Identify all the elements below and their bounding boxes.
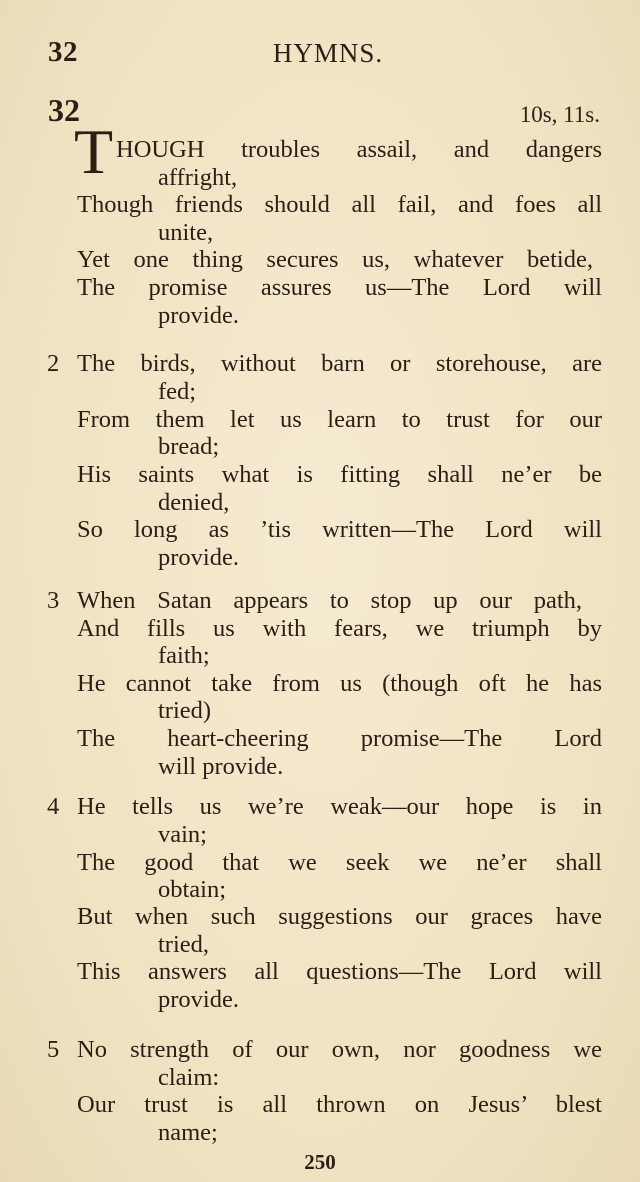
- stanza-4-line-6: tried,: [158, 931, 210, 958]
- stanza-3-line-7: will provide.: [158, 753, 284, 780]
- stanza-2-line-7: So long as ’tis written—The Lord will: [77, 516, 602, 543]
- stanza-4-line-8: provide.: [158, 986, 239, 1013]
- stanza-3-line-6: The heart-cheering promise—The Lord: [77, 725, 602, 752]
- header-title: HYMNS.: [272, 38, 384, 68]
- stanza-4-number: 4: [47, 793, 60, 820]
- stanza-2-line-8: provide.: [158, 544, 239, 571]
- stanza-4-line-5: But when such suggestions our graces have: [77, 903, 602, 930]
- stanza-3-line-4: He cannot take from us (though oft he has: [77, 670, 602, 697]
- stanza-1-line-2: affright,: [158, 164, 238, 191]
- stanza-5-line-4: name;: [158, 1119, 218, 1146]
- stanza-4-line-4: obtain;: [158, 876, 227, 903]
- stanza-5-number: 5: [47, 1036, 60, 1063]
- stanza-5-line-2: claim:: [158, 1064, 220, 1091]
- hymn-meter: 10s, 11s.: [519, 102, 600, 127]
- stanza-1-line-4: unite,: [158, 219, 214, 246]
- header-page-number: 32: [48, 36, 78, 68]
- stanza-1-line-3: Though friends should all fail, and foes all: [77, 191, 602, 218]
- stanza-5-line-1: No strength of our own, nor goodness we: [77, 1036, 602, 1063]
- stanza-2-line-4: bread;: [158, 433, 220, 460]
- stanza-2-line-3: From them let us learn to trust for our: [77, 406, 602, 433]
- stanza-2-number: 2: [47, 350, 60, 377]
- stanza-4-line-7: This answers all questions—The Lord will: [77, 958, 602, 985]
- stanza-4-line-2: vain;: [158, 821, 207, 848]
- stanza-3-line-2: And fills us with fears, we triumph by: [77, 615, 602, 642]
- stanza-3-line-3: faith;: [158, 642, 210, 669]
- stanza-3-line-1: When Satan appears to stop up our path,: [77, 587, 582, 614]
- stanza-2-line-2: fed;: [158, 378, 197, 405]
- stanza-1-line-5: Yet one thing secures us, whatever betide,: [77, 246, 593, 273]
- stanza-2-line-6: denied,: [158, 489, 230, 516]
- stanza-4-line-3: The good that we seek we ne’er shall: [77, 849, 602, 876]
- stanza-1-line-7: provide.: [158, 302, 239, 329]
- footer-page-number: 250: [304, 1150, 336, 1174]
- stanza-1-line-1: HOUGH troubles assail, and dangers: [116, 136, 602, 163]
- stanza-4-line-1: He tells us we’re weak—our hope is in: [77, 793, 602, 820]
- stanza-1-line-6: The promise assures us—The Lord will: [77, 274, 602, 301]
- drop-cap-letter: T: [74, 116, 114, 187]
- stanza-5-line-3: Our trust is all thrown on Jesus’ blest: [77, 1091, 602, 1118]
- stanza-2-line-5: His saints what is fitting shall ne’er be: [77, 461, 602, 488]
- stanza-3-number: 3: [47, 587, 60, 614]
- hymn-number: 32: [48, 92, 80, 128]
- stanza-3-line-5: tried): [158, 697, 212, 724]
- stanza-2-line-1: The birds, without barn or storehouse, are: [77, 350, 602, 377]
